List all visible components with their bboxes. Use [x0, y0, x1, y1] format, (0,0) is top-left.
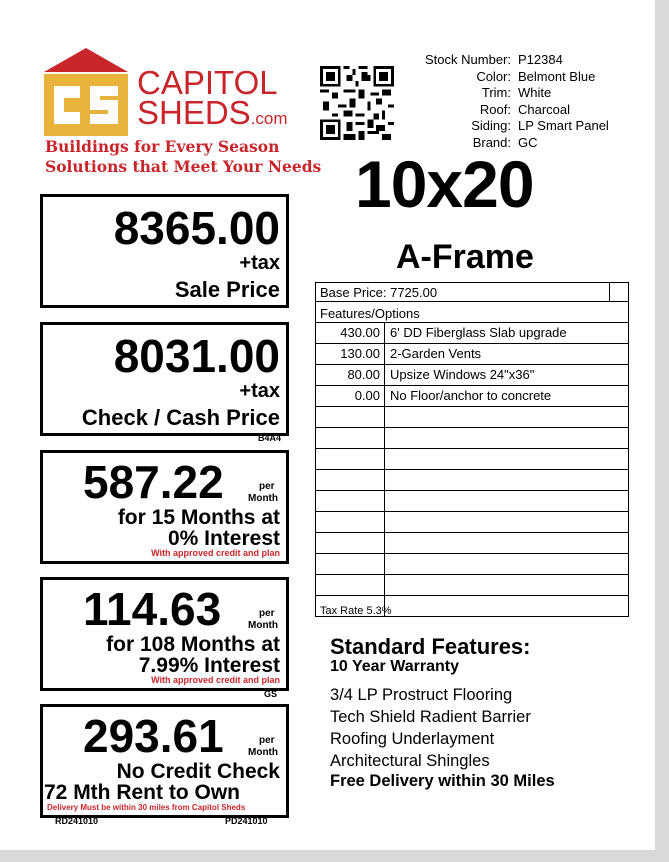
finance-15-box: [40, 450, 289, 564]
option-description: [385, 512, 390, 532]
finance-15-month: Month: [248, 493, 278, 504]
stock-row: [404, 102, 644, 119]
option-description: 2-Garden Vents: [390, 346, 482, 361]
finance-15-per: per: [259, 481, 275, 492]
option-amount: [316, 575, 385, 595]
rto-code-left: RD241010: [55, 816, 99, 826]
option-row: [316, 553, 628, 574]
shed-size: 10x20: [355, 147, 534, 221]
qr-code-icon: [320, 66, 394, 140]
cash-price-box: [40, 322, 289, 436]
rent-to-own-box: [40, 704, 289, 818]
options-rows: [316, 322, 628, 616]
shed-style: A-Frame: [396, 238, 534, 276]
rto-line2: 72 Mth Rent to Own: [44, 781, 240, 804]
stock-label: Siding:: [471, 118, 511, 133]
option-row: [316, 574, 628, 595]
cash-price-tax: +tax: [239, 380, 280, 402]
stock-value: Charcoal: [518, 101, 571, 117]
option-amount: 130.00: [316, 344, 385, 364]
option-amount: 430.00: [316, 323, 385, 343]
option-description: Upsize Windows 24"x36": [390, 367, 535, 382]
option-amount: [316, 470, 385, 490]
rto-per: per: [259, 735, 275, 746]
option-amount: 80.00: [316, 365, 385, 385]
standard-features-title: Standard Features:: [330, 634, 531, 659]
base-price-row: [316, 283, 628, 302]
option-amount: [316, 533, 385, 553]
stock-label: Stock Number:: [425, 52, 511, 67]
tagline-2: Solutions that Meet Your Needs: [45, 157, 322, 176]
options-table: [315, 282, 629, 617]
option-row: [316, 469, 628, 490]
option-description: [385, 428, 390, 448]
stock-value: LP Smart Panel: [518, 118, 609, 133]
stock-row: [404, 118, 644, 135]
option-row: [316, 427, 628, 448]
sale-price-box: [40, 194, 289, 308]
finance-108-line1: for 108 Months at: [106, 633, 280, 656]
feature-item: Tech Shield Radient Barrier: [330, 708, 531, 726]
finance-108-box: [40, 577, 289, 691]
stock-value: Belmont Blue: [518, 68, 596, 84]
rto-line1: No Credit Check: [116, 760, 280, 783]
options-header-label: Features/Options: [320, 306, 420, 321]
finance-108-line2: 7.99% Interest: [138, 654, 280, 677]
option-description: No Floor/anchor to concrete: [390, 388, 552, 403]
base-price-box: [609, 283, 628, 301]
option-row: [316, 448, 628, 469]
option-row: [316, 364, 628, 385]
cash-price-code: B4A4: [258, 433, 282, 443]
finance-108-note: With approved credit and plan: [151, 675, 280, 685]
option-row: [316, 532, 628, 553]
stock-row: [404, 85, 644, 102]
option-amount: [316, 512, 385, 532]
tax-rate: Tax Rate 5.3%: [320, 605, 392, 617]
option-description: [385, 575, 390, 595]
free-delivery: Free Delivery within 30 Miles: [330, 772, 555, 790]
stock-label: Color:: [476, 68, 511, 84]
option-amount: [316, 428, 385, 448]
feature-item: Roofing Underlayment: [330, 730, 495, 748]
rto-amount: 293.61: [83, 710, 224, 762]
rto-code-right: PD241010: [225, 816, 268, 826]
option-amount: 0.00: [316, 386, 385, 406]
option-row: [316, 511, 628, 532]
option-row: [316, 385, 628, 406]
finance-108-per: per: [259, 608, 275, 619]
brand-name-sheds: [137, 96, 288, 135]
option-row: [316, 343, 628, 364]
page-edge-bottom: [0, 850, 669, 862]
option-amount: [316, 407, 385, 427]
options-header: [316, 302, 628, 322]
finance-15-line1: for 15 Months at: [117, 506, 280, 529]
stock-value: P12384: [518, 52, 563, 67]
option-row: [316, 406, 628, 427]
stock-row: [404, 52, 644, 69]
brand-com: .com: [250, 109, 288, 128]
cash-price-label: Check / Cash Price: [81, 405, 280, 430]
warranty: 10 Year Warranty: [330, 658, 459, 675]
brand-name-capitol: CAPITOL: [137, 64, 278, 101]
sale-price-tax: +tax: [239, 252, 280, 274]
option-row: [316, 490, 628, 511]
stock-info: [404, 52, 644, 151]
finance-108-code: GS: [264, 689, 278, 699]
option-description: [385, 491, 390, 511]
finance-108-amount: 114.63: [83, 583, 222, 635]
option-description: [385, 554, 390, 574]
finance-15-note: With approved credit and plan: [151, 548, 280, 558]
page-edge-right: [655, 0, 669, 862]
sale-price-label: Sale Price: [174, 277, 280, 302]
tagline-1: Buildings for Every Season: [45, 137, 280, 156]
option-amount: [316, 491, 385, 511]
stock-value: GC: [518, 134, 538, 150]
feature-item: Architectural Shingles: [330, 752, 490, 770]
stock-row: [404, 69, 644, 86]
option-description: [385, 407, 390, 427]
option-description: [385, 449, 390, 469]
finance-15-amount: 587.22: [83, 456, 224, 508]
option-description: 6' DD Fiberglass Slab upgrade: [390, 325, 567, 340]
finance-108-month: Month: [248, 620, 278, 631]
option-description: [385, 533, 390, 553]
stock-label: Trim:: [481, 85, 511, 100]
option-description: [385, 470, 390, 490]
finance-15-line2: 0% Interest: [167, 527, 280, 550]
sale-price-amount: 8365.00: [113, 202, 280, 254]
cash-price-amount: 8031.00: [113, 330, 280, 382]
option-amount: [316, 554, 385, 574]
feature-item: 3/4 LP Prostruct Flooring: [330, 686, 513, 704]
stock-label: Brand:: [472, 134, 511, 150]
stock-label: Roof:: [479, 101, 511, 117]
option-row: [316, 322, 628, 343]
rto-month: Month: [248, 747, 278, 758]
rto-note: Delivery Must be within 30 miles from Capitol Sheds: [47, 803, 246, 812]
option-amount: [316, 449, 385, 469]
stock-value: White: [518, 85, 552, 100]
brand-sheds-text: SHEDS: [137, 94, 251, 131]
base-price: Base Price: 7725.00: [320, 285, 438, 300]
